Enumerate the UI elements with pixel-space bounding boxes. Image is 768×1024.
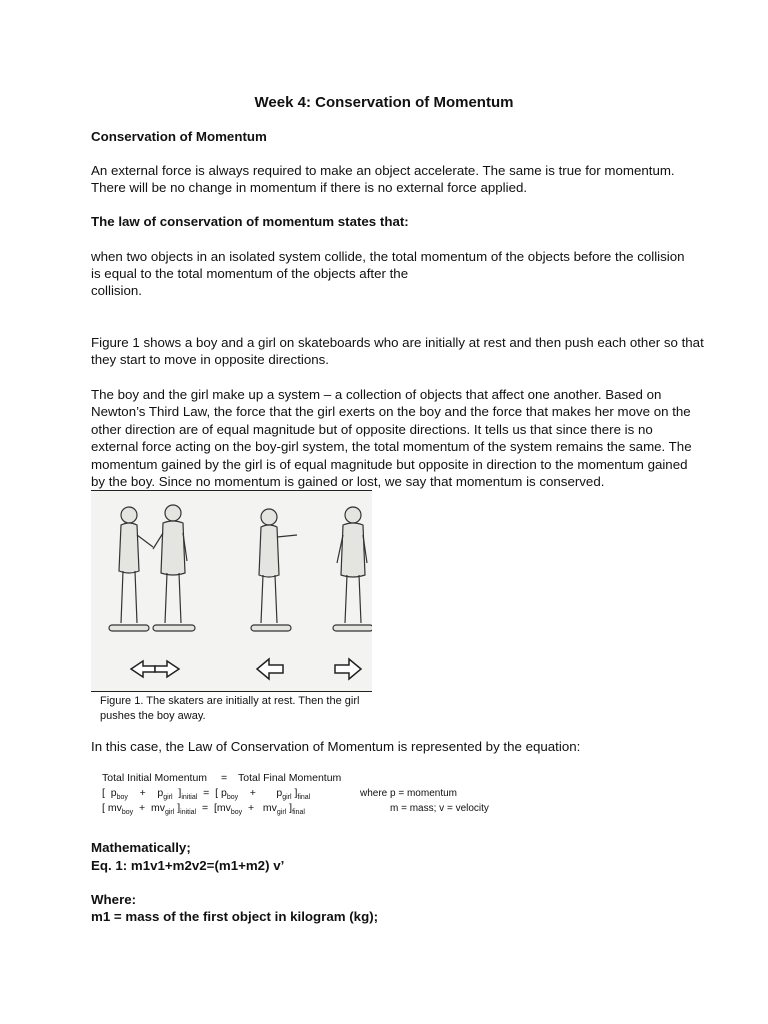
eq-sub-girl: girl [163, 794, 173, 802]
where-label: Where: [91, 892, 137, 907]
figure-intro-line-1: Figure 1 shows a boy and a girl on skateboards who are initially at rest and then push each other so that [91, 335, 704, 350]
eq-bracket: ] [289, 802, 293, 814]
eq-bracket: [ [215, 787, 219, 799]
figure-intro-line-2: they start to move in opposite directions. [91, 352, 329, 367]
eq-sub-boy: boy [121, 809, 134, 817]
eq-note-mass-velocity: m = mass; v = velocity [390, 803, 489, 814]
eq-bracket: ] [178, 787, 182, 799]
eq-p: p [157, 787, 164, 799]
law-line-1: when two objects in an isolated system collide, the total momentum of the objects before the collision [91, 249, 685, 264]
eq-sub-girl: girl [276, 809, 287, 817]
skaters-illustration [91, 491, 372, 691]
eq-note-momentum: where p = momentum [360, 788, 457, 799]
eq-equals: = [203, 787, 210, 799]
eq-plus: + [248, 802, 255, 814]
intro-line-2: There will be no change in momentum if there is no external force applied. [91, 180, 528, 195]
eq-mv: mv [107, 802, 122, 814]
eq-p: p [276, 787, 283, 799]
eq-sub-girl: girl [164, 809, 175, 817]
eq-sub-boy: boy [230, 809, 243, 817]
eq-sub-initial: initial [181, 794, 198, 802]
eq-sub-boy: boy [226, 794, 239, 802]
eq-mv: mv [262, 802, 277, 814]
system-line-3: other direction are of equal magnitude but of opposite directions. It tells us that since there is no [91, 422, 653, 437]
system-line-6: by the boy. Since no momentum is gained or lost, we say that momentum is conserved. [91, 474, 605, 489]
law-line-2: is equal to the total momentum of the objects after the [91, 266, 409, 281]
law-line-3: collision. [91, 283, 142, 298]
eq-p: p [220, 787, 227, 799]
intro-line-1: An external force is always required to make an object accelerate. The same is true for momentum. [91, 163, 675, 178]
system-line-4: external force acting on the boy-girl system, the total momentum of the system remains the same. The [91, 439, 692, 454]
eq-sub-girl: girl [282, 794, 292, 802]
eq-plus: + [249, 787, 256, 799]
eq-equals: = [201, 802, 209, 814]
system-line-1: The boy and the girl make up a system – a collection of objects that affect one another. Based on [91, 387, 662, 402]
eq-bracket: [ [213, 802, 217, 814]
eq-plus: + [138, 802, 146, 814]
eq-p: p [110, 787, 117, 799]
eq-bracket: ] [177, 802, 181, 814]
equation-intro: In this case, the Law of Conservation of Momentum is represented by the equation: [91, 739, 581, 754]
m1-definition: m1 = mass of the first object in kilogram (kg); [91, 909, 379, 924]
eq-plus: + [139, 787, 146, 799]
law-heading: The law of conservation of momentum states that: [91, 214, 409, 229]
skaters-figure [91, 490, 372, 692]
eq-sub-final: final [297, 794, 311, 802]
system-line-5: momentum gained by the girl is of equal magnitude but opposite in direction to the momentum gained [91, 457, 688, 472]
eq-bracket: [ [102, 787, 105, 799]
eq-sub-boy: boy [116, 794, 128, 802]
figure-caption-line-2: pushes the boy away. [100, 710, 206, 722]
system-line-2: Newton’s Third Law, the force that the girl exerts on the boy and the force that makes her move on the [91, 404, 691, 419]
eq-mv: mv [216, 802, 231, 814]
eq-row3 [102, 802, 305, 819]
eq-total-initial: Total Initial Momentum [102, 772, 208, 784]
equation-1: Eq. 1: m1v1+m2v2=(m1+m2) v’ [91, 858, 285, 873]
eq-total-final: Total Final Momentum [238, 772, 342, 784]
eq-sub-initial: initial [180, 809, 197, 817]
eq-equals-1: = [221, 772, 228, 784]
figure-caption-line-1: Figure 1. The skaters are initially at rest. Then the girl [100, 695, 360, 707]
math-heading: Mathematically; [91, 840, 191, 855]
section-heading: Conservation of Momentum [91, 129, 267, 144]
eq-bracket: ] [294, 787, 298, 799]
page-title: Week 4: Conservation of Momentum [254, 94, 514, 111]
eq-sub-final: final [292, 809, 305, 817]
eq-bracket: [ [102, 802, 105, 814]
eq-mv: mv [150, 802, 165, 814]
